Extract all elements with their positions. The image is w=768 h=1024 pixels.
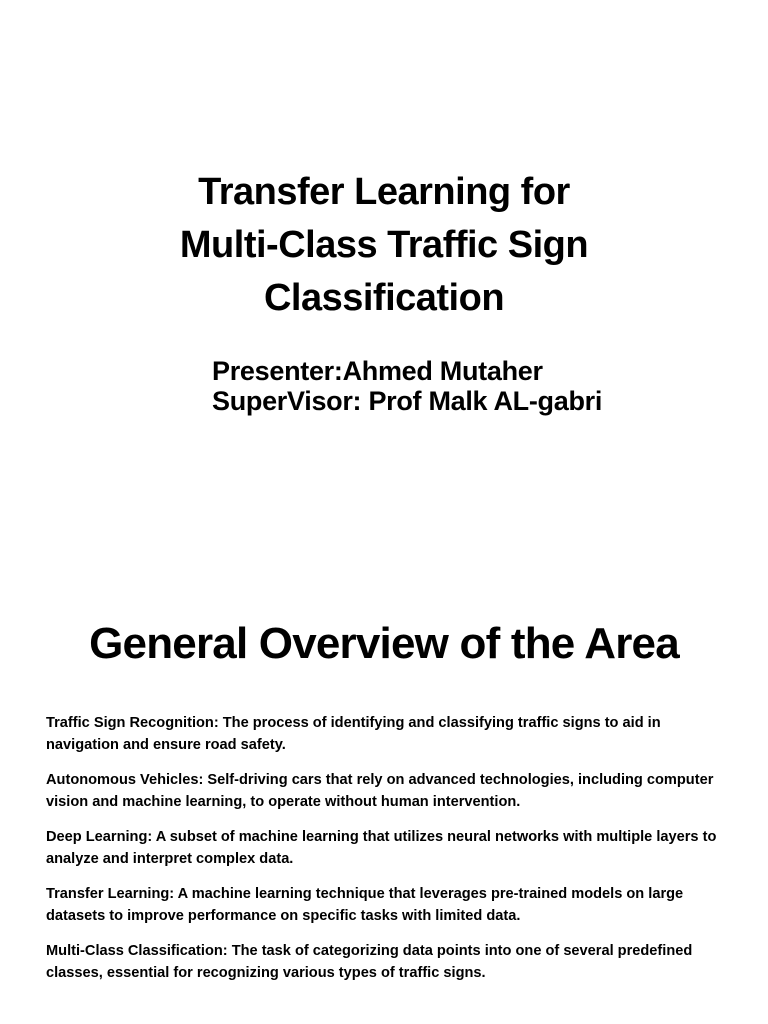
definition-traffic-sign-recognition: Traffic Sign Recognition: The process of identifying and classifying traffic signs to aid in navigation and ensure road safety. xyxy=(46,715,661,753)
definition-deep-learning: Deep Learning: A subset of machine learning that utilizes neural networks with multiple layers to analyze and interpret complex data. xyxy=(46,829,717,867)
overview-slide xyxy=(0,592,768,1024)
presenter-credits xyxy=(212,356,752,416)
title-line-2: Multi-Class Traffic Sign xyxy=(179,224,589,266)
title-line-3: Classification xyxy=(263,277,505,319)
title-line-1: Transfer Learning for xyxy=(198,171,570,213)
definition-autonomous-vehicles: Autonomous Vehicles: Self-driving cars that rely on advanced technologies, including computer vision and machine learning, to operate without human intervention. xyxy=(46,772,714,810)
definitions-list xyxy=(46,712,736,997)
supervisor-name: SuperVisor: Prof Malk AL-gabri xyxy=(212,386,603,416)
definition-multi-class-classification: Multi-Class Classification: The task of categorizing data points into one of several predefined classes, essential for recognizing various types of traffic signs. xyxy=(46,943,693,981)
presentation-title xyxy=(84,166,684,325)
overview-heading: General Overview of the Area xyxy=(89,619,679,668)
presenter-name: Presenter:Ahmed Mutaher xyxy=(212,356,543,386)
definition-transfer-learning: Transfer Learning: A machine learning technique that leverages pre-trained models on large datasets to improve performance on specific tasks with limited data. xyxy=(46,886,684,924)
